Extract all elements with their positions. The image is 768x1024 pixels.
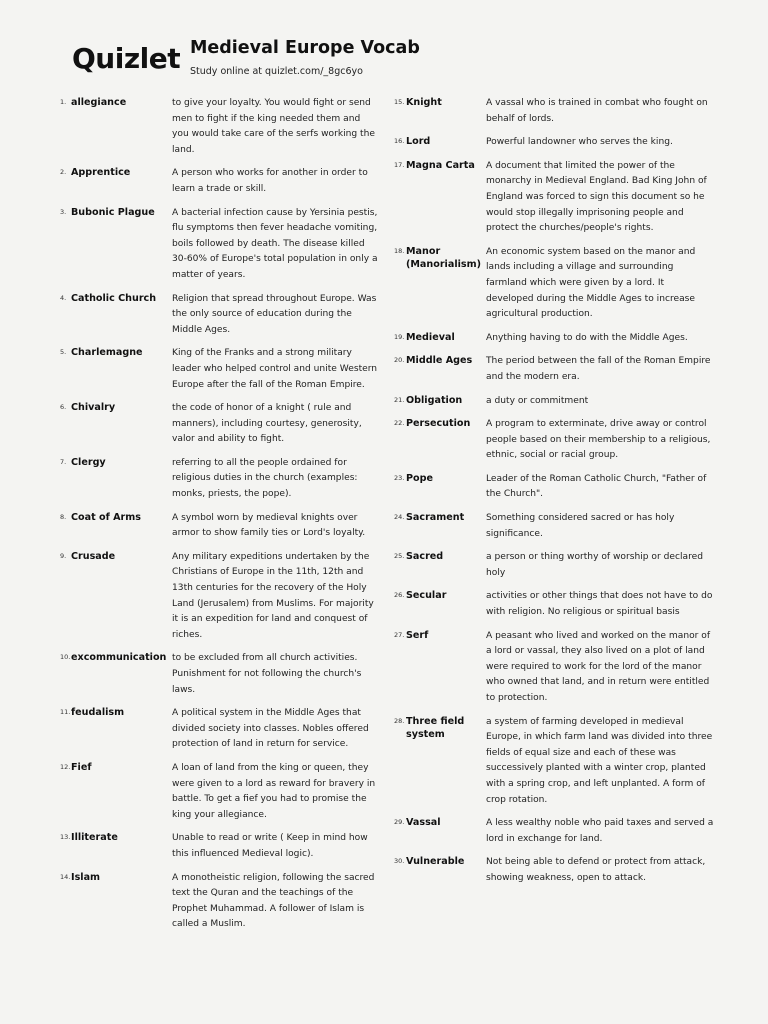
entry-definition: Leader of the Roman Catholic Church, "Father of the Church". bbox=[486, 473, 707, 500]
entry-number: 12. bbox=[60, 762, 71, 771]
vocab-entry bbox=[60, 456, 378, 503]
entry-number: 23. bbox=[394, 473, 405, 482]
vocab-entry bbox=[60, 706, 378, 753]
entry-term: allegiance bbox=[71, 97, 127, 108]
entry-number: 9. bbox=[60, 551, 67, 560]
entry-definition: a person or thing worthy of worship or declared holy bbox=[486, 552, 703, 578]
entry-number: 6. bbox=[60, 403, 67, 412]
entry-definition: A less wealthy noble who paid taxes and served a lord in exchange for land. bbox=[486, 818, 714, 844]
entry-term: Apprentice bbox=[71, 167, 131, 179]
vocab-entry bbox=[394, 629, 714, 707]
entry-term: Coat of Arms bbox=[71, 511, 141, 523]
entry-number: 1. bbox=[60, 98, 67, 106]
entry-term: Clergy bbox=[71, 456, 106, 468]
entry-definition: Something considered sacred or has holy significance. bbox=[486, 513, 675, 539]
entry-definition: activities or other things that does not have to do with religion. No religious or spiritual basis bbox=[486, 591, 713, 618]
entry-term: Vulnerable bbox=[406, 856, 465, 868]
vocab-entry bbox=[394, 394, 714, 410]
entry-number: 24. bbox=[394, 513, 405, 522]
vocab-entry bbox=[394, 159, 714, 237]
entry-term: Pope bbox=[406, 472, 433, 484]
entry-definition: A monotheistic religion, following the sacred text the Quran and the teachings of the Prophet Muhammad. A follower of Islam is called a Muslim. bbox=[172, 872, 375, 930]
entry-term: Crusade bbox=[71, 550, 116, 562]
vocab-entry bbox=[394, 96, 714, 127]
entry-definition: Anything having to do with the Middle Ages. bbox=[486, 332, 688, 343]
entry-term: Fief bbox=[71, 761, 92, 773]
entry-definition: A peasant who lived and worked on the manor of a lord or vassal, they also lived on a plot of land were required to work for the lord of the manor who owned that land, and in return were entitled to protection. bbox=[486, 630, 711, 703]
entry-number: 13. bbox=[60, 833, 71, 842]
vocab-entry bbox=[60, 206, 378, 284]
entry-definition: to give your loyalty. You would fight or send men to fight if the king needed them and you would take care of the serfs working the land. bbox=[172, 98, 375, 155]
entry-number: 11. bbox=[60, 708, 71, 717]
entry-term: excommunication bbox=[71, 652, 167, 664]
entry-definition: The period between the fall of the Roman Empire and the modern era. bbox=[486, 356, 711, 382]
entry-term: Bubonic Plague bbox=[71, 206, 155, 218]
vocab-entry bbox=[60, 346, 378, 393]
entry-term: Persecution bbox=[406, 418, 471, 430]
vocab-entry bbox=[60, 292, 378, 339]
vocab-entry bbox=[394, 511, 714, 542]
entry-number: 22. bbox=[394, 419, 405, 428]
entry-term: Knight bbox=[406, 97, 442, 108]
entry-term: feudalism bbox=[71, 707, 125, 719]
entry-number: 14. bbox=[60, 872, 71, 881]
entry-term: Medieval bbox=[406, 331, 455, 343]
entry-term: Chivalry bbox=[71, 402, 116, 414]
entry-term: Vassal bbox=[406, 817, 441, 829]
entry-number: 3. bbox=[60, 207, 67, 216]
entry-number: 15. bbox=[394, 98, 405, 106]
entry-number: 28. bbox=[394, 716, 405, 725]
vocab-entry bbox=[60, 651, 378, 698]
entry-number: 27. bbox=[394, 630, 405, 639]
entry-definition: a duty or commitment bbox=[486, 395, 589, 406]
entry-term: Catholic Church bbox=[71, 292, 157, 304]
entry-term: Illiterate bbox=[71, 832, 118, 844]
vocab-entry bbox=[60, 871, 378, 933]
entry-number: 21. bbox=[394, 395, 405, 404]
entry-term: Magna Carta bbox=[406, 159, 475, 171]
vocab-entry bbox=[394, 816, 714, 847]
entry-definition: A document that limited the power of the monarchy in Medieval England. Bad King John of England was forced to sign this document so he would stop illegally imprisoning people and protect the churches/people's rights. bbox=[486, 160, 707, 234]
entry-number: 7. bbox=[60, 457, 67, 466]
entry-number: 19. bbox=[394, 332, 405, 341]
entry-definition: Religion that spread throughout Europe. Was the only source of education during the Middle Ages. bbox=[172, 293, 377, 335]
entry-definition: Unable to read or write ( Keep in mind how this influenced Medieval logic). bbox=[172, 833, 368, 859]
vocab-entry bbox=[394, 417, 714, 464]
entry-term: Obligation bbox=[406, 394, 463, 406]
entry-term: Lord bbox=[406, 136, 431, 148]
page-title: Medieval Europe Vocab bbox=[190, 38, 420, 58]
vocab-entry bbox=[60, 831, 378, 862]
entry-definition: A person who works for another in order to learn a trade or skill. bbox=[172, 168, 368, 194]
entry-definition: Not being able to defend or protect from attack, showing weakness, open to attack. bbox=[486, 857, 706, 883]
vocab-entry bbox=[60, 511, 378, 542]
entry-definition: to be excluded from all church activities. Punishment for not following the church's laws. bbox=[172, 653, 362, 695]
vocab-entry bbox=[394, 245, 714, 323]
vocab-entry bbox=[394, 472, 714, 503]
vocab-entry bbox=[394, 550, 714, 581]
vocab-entry bbox=[60, 401, 378, 448]
entry-number: 29. bbox=[394, 818, 405, 827]
vocab-entry bbox=[394, 715, 714, 809]
entry-definition: Powerful landowner who serves the king. bbox=[486, 137, 673, 148]
entry-number: 18. bbox=[394, 246, 405, 255]
vocab-entry bbox=[60, 761, 378, 823]
entry-term: Serf bbox=[406, 629, 429, 641]
entry-number: 17. bbox=[394, 160, 405, 169]
entry-number: 8. bbox=[60, 512, 67, 521]
entry-term: Charlemagne bbox=[71, 347, 143, 359]
entry-definition: A vassal who is trained in combat who fought on behalf of lords. bbox=[486, 98, 708, 124]
vocab-entry bbox=[394, 589, 714, 620]
entry-definition: referring to all the people ordained for religious duties in the church (examples: monks, priests, the pope). bbox=[172, 457, 358, 500]
entry-term: Manor (Manorialism) bbox=[406, 245, 481, 270]
entry-definition: A program to exterminate, drive away or control people based on their membership to a religious, ethnic, social or racial group. bbox=[486, 419, 711, 461]
entry-definition: A symbol worn by medieval knights over armor to show family ties or Lord's loyalty. bbox=[172, 512, 366, 539]
vocab-entry bbox=[60, 96, 378, 158]
entry-term: Middle Ages bbox=[406, 355, 473, 367]
page-subtitle: Study online at quizlet.com/_8gc6yo bbox=[190, 66, 363, 77]
entry-number: 26. bbox=[394, 591, 405, 600]
entry-definition: A loan of land from the king or queen, they were given to a lord as reward for bravery in battle. To get a fief you had to promise the king your allegiance. bbox=[172, 762, 376, 820]
left-column bbox=[60, 96, 378, 941]
vocab-entry bbox=[60, 550, 378, 644]
entry-number: 4. bbox=[60, 293, 67, 302]
entry-definition: A bacterial infection cause by Yersinia pestis, flu symptoms then fever headache vomiting, boils followed by death. The disease killed 30-60% of Europe's total population in only a matter of years. bbox=[172, 207, 378, 280]
vocab-entry bbox=[394, 354, 714, 385]
entry-definition: King of the Franks and a strong military leader who helped control and unite Western Europe after the fall of the Roman Empire. bbox=[172, 348, 378, 390]
entry-number: 30. bbox=[394, 857, 405, 866]
entry-definition: a system of farming developed in medieval Europe, in which farm land was divided into three fields of equal size and each of these was successively planted with a winter crop, planted with a spring crop, and left unplanted. A form of crop rotation. bbox=[486, 716, 713, 805]
entry-definition: An economic system based on the manor and lands including a village and surrounding farmland which were given by a lord. It developed during the Middle Ages to increase agricultural production. bbox=[486, 246, 696, 320]
quizlet-logo: Quizlet bbox=[72, 42, 181, 75]
entry-term: Secular bbox=[406, 590, 447, 602]
entry-definition: A political system in the Middle Ages that divided society into classes. Nobles offered protection of land in return for service. bbox=[172, 708, 369, 750]
vocab-entry bbox=[394, 331, 714, 347]
right-column bbox=[394, 96, 714, 895]
entry-number: 16. bbox=[394, 137, 405, 146]
entry-term: Islam bbox=[71, 871, 101, 883]
vocab-entry bbox=[394, 135, 714, 151]
entry-definition: the code of honor of a knight ( rule and manners), including courtesy, generosity, valor and ability to fight. bbox=[172, 403, 362, 445]
entry-number: 20. bbox=[394, 356, 405, 365]
vocab-entry bbox=[394, 855, 714, 886]
entry-number: 2. bbox=[60, 168, 67, 177]
entry-definition: Any military expeditions undertaken by the Christians of Europe in the 11th, 12th and 13th centuries for the recovery of the Holy Land (Jerusalem) from Muslims. For majority it is an expedition for land and conquest of riches. bbox=[172, 551, 374, 640]
entry-number: 25. bbox=[394, 552, 405, 561]
entry-number: 10. bbox=[60, 653, 71, 662]
entry-number: 5. bbox=[60, 348, 67, 357]
entry-term: Three field system bbox=[406, 715, 465, 740]
vocab-entry bbox=[60, 166, 378, 197]
entry-term: Sacred bbox=[406, 551, 444, 563]
entry-term: Sacrament bbox=[406, 512, 465, 524]
